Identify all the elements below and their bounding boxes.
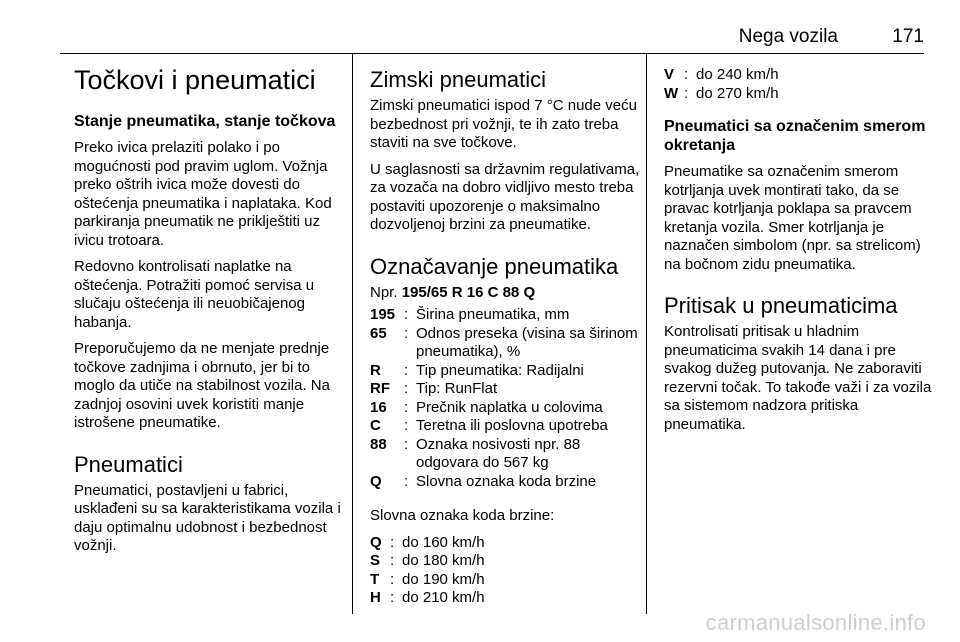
definition-row [370,306,640,325]
definition-separator: : [404,398,409,416]
paragraph: U saglasnosti sa državnim regulativama, za vozača na dobro vidljivo mesto treba postaviti upozorenje o maksimalno dozvoljenoj brzini za pneumatike. [370,160,640,233]
page-header [60,26,924,52]
definition-row [370,436,640,473]
speed-row [370,589,640,608]
definition-value: Teretna ili poslovna upotreba [416,417,608,434]
definition-row [370,399,640,418]
definition-separator: : [390,552,395,569]
definition-value: Odnos preseka (visina sa širinom pneumatika), % [416,324,638,360]
section-heading-tires: Pneumatici [74,451,183,477]
column-left [74,54,342,564]
definition-separator: : [404,472,409,490]
definition-key: 16 [370,398,387,416]
definition-value: do 160 km/h [402,533,485,551]
definition-key: 195 [370,306,396,323]
section-heading-directional-tires: Pneumatici sa označenim smerom okretanja [664,118,926,154]
paragraph: Preporučujemo da ne menjate prednje točkove zadnjima i obrnuto, jer bi to moglo da utiče na stabilnost vozila. Na zadnjoj osovini uvek koristiti manje istrošene pneumatike. [74,340,330,431]
definition-key: 88 [370,435,387,453]
definition-list [370,306,640,491]
definition-key: R [370,361,381,379]
definition-value: Oznaka nosivosti npr. 88 odgovara do 567 kg [416,435,581,471]
example-line [370,284,640,303]
paragraph: Pneumatike sa označenim smerom kotrljanja uvek montirati tako, da se pravac kotrljanja poklapa sa pravcem kretanja vozila. Smer kotrljanja je naznačen simbolom (npr. sa strelicom) na bočnom zidu pneumatika. [664,163,921,273]
definition-value: Tip: RunFlat [416,380,498,397]
definition-key: Q [370,472,382,490]
column-divider-left [352,54,353,614]
definition-value: do 180 km/h [402,552,485,569]
definition-separator: : [390,589,395,606]
paragraph: Kontrolisati pritisak u hladnim pneumaticima svakih 14 dana i pre svakog dužeg putovanja. Ne zaboraviti rezervni točak. To takođe važi i za vozila sa sistemom nadzora pritiska pneumatika. [664,323,932,433]
definition-value: Tip pneumatika: Radijalni [416,361,584,379]
definition-value: do 210 km/h [402,589,485,606]
speed-row [370,571,640,590]
definition-row [370,362,640,381]
paragraph: Zimski pneumatici ispod 7 °C nude veću bezbednost pri vožnji, te ih zato treba staviti na sve točkove. [370,97,637,151]
definition-row [370,417,640,436]
definition-separator: : [404,380,409,397]
example-code: 195/65 R 16 C 88 Q [401,283,536,301]
paragraph: Redovno kontrolisati naplatke na oštećenja. Potražiti pomoć servisa u slučaju oštećenja ili neuobičajenog habanja. [74,258,315,331]
header-title: Nega vozila [738,26,838,47]
column-middle [370,54,640,618]
definition-separator: : [404,361,409,379]
section-heading-tire-condition: Stanje pneumatika, stanje točkova [74,113,336,130]
definition-separator: : [390,533,395,551]
chapter-title: Točkovi i pneumatici [74,65,316,95]
column-divider-right [646,54,647,614]
definition-value: Širina pneumatika, mm [416,306,570,323]
speed-row [664,85,932,104]
definition-value: do 270 km/h [696,84,779,102]
definition-value: do 190 km/h [402,570,485,588]
definition-key: Q [370,533,382,551]
definition-key: V [664,66,675,83]
page-number: 171 [892,26,924,47]
column-right [664,54,932,442]
definition-key: C [370,417,381,434]
watermark: carmanualsonline.info [705,610,926,635]
paragraph: Pneumatici, postavljeni u fabrici, usklađeni su sa karakteristikama vozila i daju optimalnu udobnost i bezbednost vožnji. [74,481,341,554]
speed-row [370,552,640,571]
definition-row [370,473,640,492]
section-heading-tire-marking: Označavanje pneumatika [370,253,619,279]
definition-separator: : [404,306,409,323]
speed-row [370,534,640,553]
speed-row [664,66,932,85]
definition-key: W [664,84,679,102]
definition-separator: : [404,435,409,453]
definition-separator: : [404,324,409,342]
definition-value: do 240 km/h [696,66,779,83]
section-heading-tire-pressure: Pritisak u pneumaticima [664,293,898,318]
definition-separator: : [390,570,395,588]
speed-list-continued [664,66,932,103]
definition-separator: : [684,84,689,102]
definition-value: Prečnik naplatka u colovima [416,398,603,416]
definition-value: Slovna oznaka koda brzine [416,472,597,490]
definition-separator: : [404,417,409,434]
section-heading-winter-tires: Zimski pneumatici [370,67,547,92]
speed-intro: Slovna oznaka koda brzine: [370,507,555,524]
definition-row [370,325,640,362]
example-prefix: Npr. [370,283,398,301]
speed-list [370,534,640,608]
definition-separator: : [684,66,689,83]
definition-row [370,380,640,399]
paragraph: Preko ivica prelaziti polako i po mogućnosti pod pravim uglom. Vožnja preko oštrih ivica može dovesti do oštećenja pneumatika i naplataka. Kod parkiranja pneumatik ne priklještiti uz ivicu trotoara. [74,139,332,249]
definition-key: 65 [370,324,387,342]
definition-key: H [370,589,381,606]
definition-key: T [370,570,380,588]
definition-key: S [370,552,381,569]
definition-key: RF [370,380,390,397]
